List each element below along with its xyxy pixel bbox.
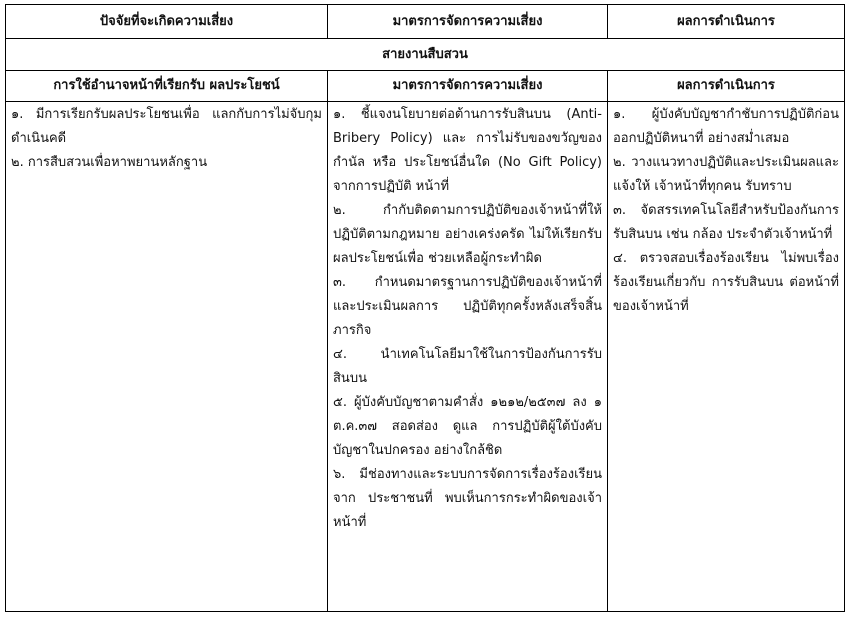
measure-item: ๖. มีช่องทางและระบบการจัดการเรื่องร้องเรียนจาก ประชาชนที่ พบเห็นการกระทำผิดของเจ้าหน้าที่ <box>333 467 602 530</box>
result-item: ๓. จัดสรรเทคโนโลยีสำหรับป้องกันการรับสินบน เช่น กล้อง ประจำตัวเจ้าหน้าที่ <box>613 203 839 242</box>
header-results: ผลการดำเนินการ <box>608 5 845 39</box>
table-header-row <box>6 5 845 39</box>
results-cell <box>608 102 845 612</box>
measure-item: ๕. ผู้บังคับบัญชาตามคำสั่ง ๑๒๑๒/๒๕๓๗ ลง ๑ ต.ค.๓๗ สอดส่อง ดูแล การปฏิบัติผู้ใต้บังคับบัญชาในปกครอง อย่างใกล้ชิด <box>333 395 602 458</box>
result-item: ๒. วางแนวทางปฏิบัติและประเมินผลและแจ้งให้ เจ้าหน้าที่ทุกคน รับทราบ <box>613 155 839 194</box>
risk-factor-item: ๒. การสืบสวนเพื่อหาพยานหลักฐาน <box>11 155 208 170</box>
result-item: ๔. ตรวจสอบเรื่องร้องเรียน ไม่พบเรื่องร้องเรียนเกี่ยวกับ การรับสินบน ต่อหน้าที่ของเจ้าหน้าที่ <box>613 251 839 314</box>
header-risk-factors: ปัจจัยที่จะเกิดความเสี่ยง <box>6 5 328 39</box>
section-title: สายงานสืบสวน <box>6 39 845 71</box>
section-row <box>6 39 845 71</box>
measure-item: ๒. กำกับติดตามการปฏิบัติของเจ้าหน้าที่ให้ปฏิบัติตามกฎหมาย อย่างเคร่งครัด ไม่ให้เรียกรับผลประโยชน์เพื่อ ช่วยเหลือผู้กระทำผิด <box>333 203 602 266</box>
subheader-measures: มาตรการจัดการความเสี่ยง <box>328 71 608 102</box>
subheader-results: ผลการดำเนินการ <box>608 71 845 102</box>
risk-management-table <box>5 4 845 612</box>
measure-item: ๔. นำเทคโนโลยีมาใช้ในการป้องกันการรับสินบน <box>333 347 602 386</box>
risk-factors-cell <box>6 102 328 612</box>
subheader-risk-factor: การใช้อำนาจหน้าที่เรียกรับ ผลประโยชน์ <box>6 71 328 102</box>
header-measures: มาตรการจัดการความเสี่ยง <box>328 5 608 39</box>
risk-factor-item: ๑. มีการเรียกรับผลประโยชนเพื่อ แลกกับการไม่จับกุมดำเนินคดี <box>11 107 322 146</box>
measure-item: ๑. ชี้แจงนโยบายต่อต้านการรับสินบน (Anti-Bribery Policy) และ การไม่รับของขวัญของกำนัล หรือ ประโยชน์อื่นใด (No Gift Policy) จากการปฏิบัติ หน้าที่ <box>333 107 602 194</box>
measures-cell <box>328 102 608 612</box>
result-item: ๑. ผู้บังคับบัญชากำชับการปฏิบัติก่อนออกปฏิบัติหนาที่ อย่างสม่ำเสมอ <box>613 107 839 146</box>
measure-item: ๓. กำหนดมาตรฐานการปฏิบัติของเจ้าหน้าที่ และประเมินผลการ ปฏิบัติทุกครั้งหลังเสร็จสิ้นภารกิจ <box>333 275 602 338</box>
table-body-row <box>6 102 845 612</box>
table-subheader-row <box>6 71 845 102</box>
